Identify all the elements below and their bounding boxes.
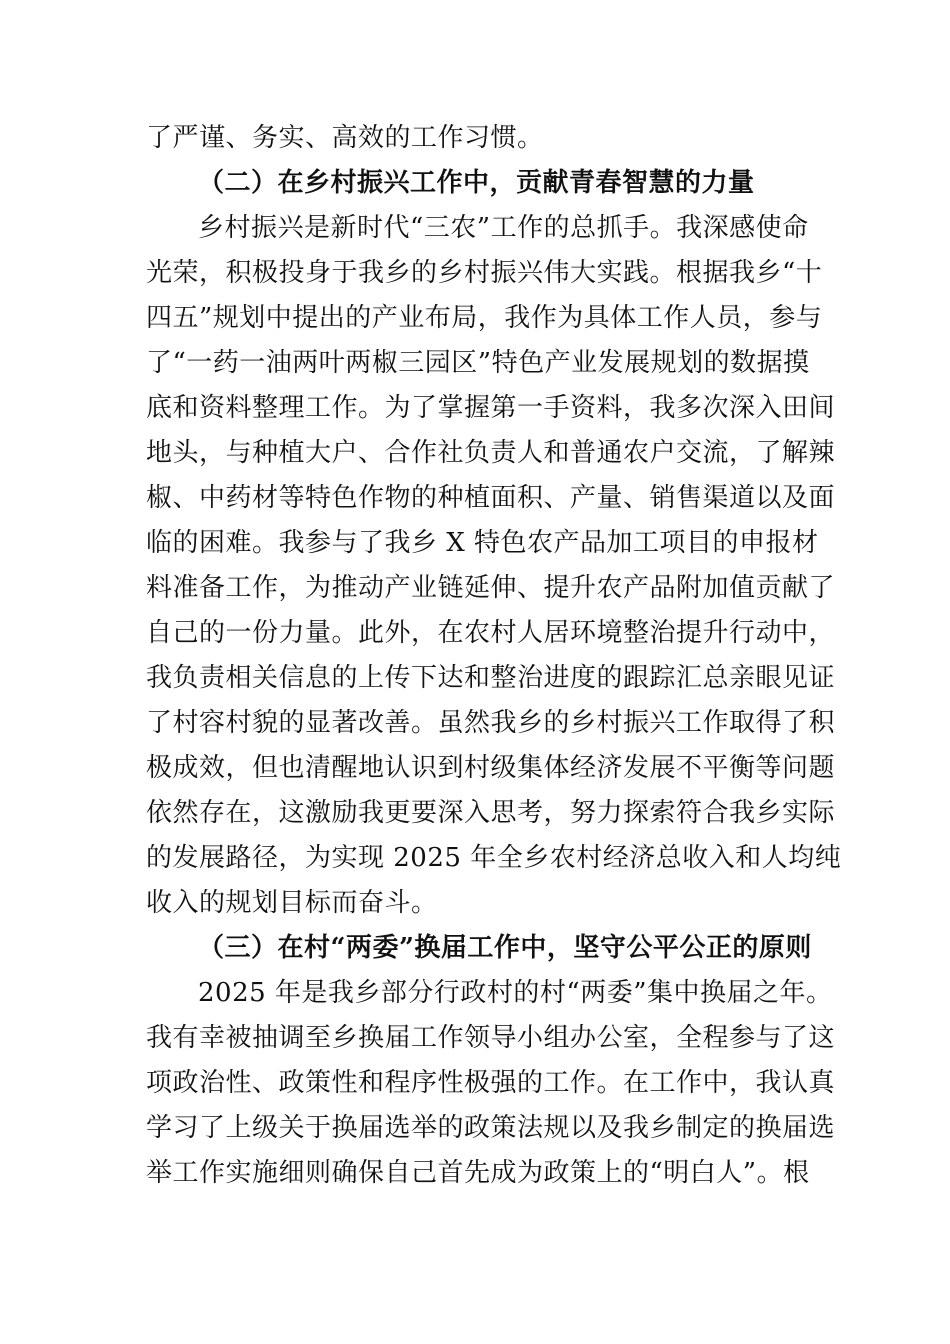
body-line: 我负责相关信息的上传下达和整治进度的跟踪汇总亲眼见证 (146, 663, 836, 693)
body-line: 临的困难。我参与了我乡 X 特色农产品加工项目的申报材 (146, 528, 819, 558)
section-heading: （三）在村“两委”换届工作中，坚守公平公正的原则 (198, 933, 812, 963)
body-line: 学习了上级关于换届选举的政策法规以及我乡制定的换届选 (146, 1113, 836, 1143)
body-line: 我有幸被抽调至乡换届工作领导小组办公室，全程参与了这 (146, 1023, 836, 1053)
body-line: 举工作实施细则确保自己首先成为政策上的“明白人”。根 (146, 1158, 810, 1188)
section-heading: （二）在乡村振兴工作中，贡献青春智慧的力量 (198, 168, 755, 198)
body-line: 依然存在，这激励我更要深入思考，努力探索符合我乡实际 (146, 798, 836, 828)
paragraph-first-line: 乡村振兴是新时代“三农”工作的总抓手。我深感使命 (198, 213, 809, 243)
body-line: 地头，与种植大户、合作社负责人和普通农户交流，了解辣 (146, 438, 836, 468)
body-line: 的发展路径，为实现 2025 年全乡农村经济总收入和人均纯 (146, 843, 842, 873)
body-line: 光荣，积极投身于我乡的乡村振兴伟大实践。根据我乡“十 (146, 258, 823, 288)
body-line: 项政治性、政策性和程序性极强的工作。在工作中，我认真 (146, 1068, 836, 1098)
document-page (146, 116, 842, 1196)
body-line: 自己的一份力量。此外，在农村人居环境整治提升行动中， (146, 618, 836, 648)
body-line: 收入的规划目标而奋斗。 (146, 888, 438, 918)
body-line: 了“一药一油两叶两椒三园区”特色产业发展规划的数据摸 (146, 348, 810, 378)
body-line: 底和资料整理工作。为了掌握第一手资料，我多次深入田间 (146, 393, 836, 423)
paragraph-first-line: 2025 年是我乡部分行政村的村“两委”集中换届之年。 (198, 978, 833, 1008)
body-line: 了严谨、务实、高效的工作习惯。 (146, 123, 544, 153)
body-line: 四五”规划中提出的产业布局，我作为具体工作人员，参与 (146, 303, 823, 333)
body-line: 了村容村貌的显著改善。虽然我乡的乡村振兴工作取得了积 (146, 708, 836, 738)
body-line: 极成效，但也清醒地认识到村级集体经济发展不平衡等问题 (146, 753, 836, 783)
body-line: 椒、中药材等特色作物的种植面积、产量、销售渠道以及面 (146, 483, 836, 513)
body-line: 料准备工作，为推动产业链延伸、提升农产品附加值贡献了 (146, 573, 836, 603)
